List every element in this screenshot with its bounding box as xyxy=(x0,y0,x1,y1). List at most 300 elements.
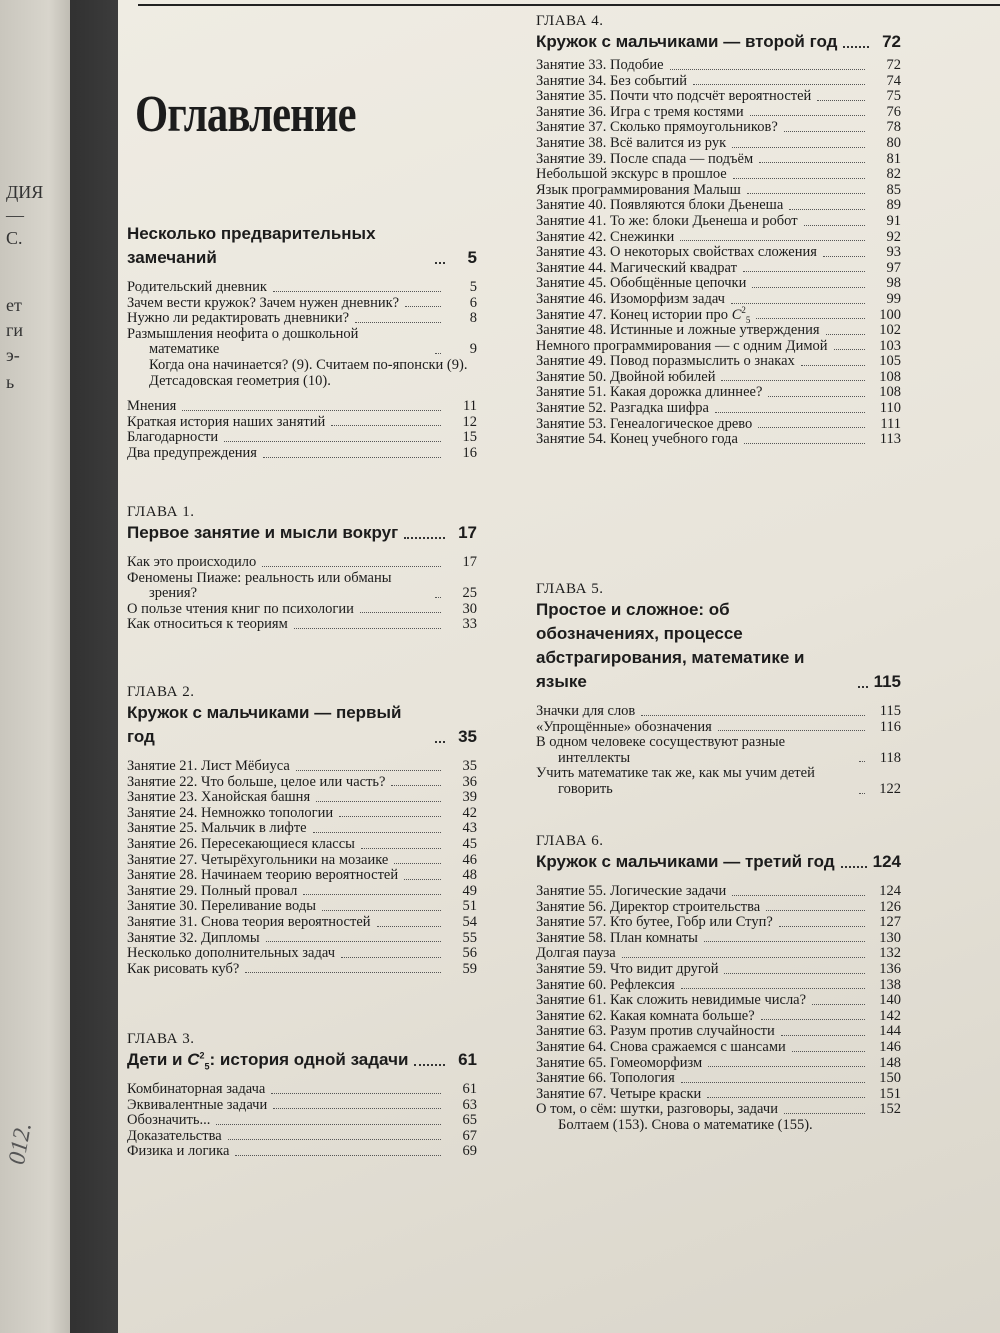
entry-text: Занятие 61. Как сложить невидимые числа? xyxy=(536,992,807,1009)
chapter-title[interactable] xyxy=(536,30,901,54)
toc-entry[interactable] xyxy=(127,311,477,327)
math-subscript: 5 xyxy=(204,1061,210,1072)
chapter-6 xyxy=(536,832,901,1134)
toc-entry[interactable] xyxy=(127,821,477,837)
toc-entry[interactable] xyxy=(536,136,901,152)
entry-text: Занятие 26. Пересекающиеся классы xyxy=(127,835,355,852)
leader-dots xyxy=(361,848,441,849)
chapter-2 xyxy=(127,683,477,977)
entry-text: Занятие 49. Повод поразмыслить о знаках xyxy=(536,353,795,370)
leader-dots xyxy=(414,1064,445,1066)
toc-entry[interactable] xyxy=(536,152,901,168)
leader-dots xyxy=(834,349,865,350)
entry-text: Занятие 45. Обобщённые цепочки xyxy=(536,275,747,292)
entry-text: Занятие 52. Разгадка шифра xyxy=(536,400,709,417)
leader-dots xyxy=(766,910,865,911)
entry-text: Занятие 53. Генеалогическое древо xyxy=(536,415,753,432)
entry-text: Зачем вести кружок? Зачем нужен дневник? xyxy=(127,294,400,311)
toc-entry[interactable] xyxy=(536,900,901,916)
toc-entry[interactable] xyxy=(536,261,901,277)
toc-entry[interactable] xyxy=(536,946,901,962)
toc-entry[interactable] xyxy=(536,401,901,417)
leader-dots xyxy=(681,988,865,989)
toc-entry[interactable] xyxy=(536,1071,901,1087)
entry-text: О пользе чтения книг по психологии xyxy=(127,600,354,617)
leader-dots xyxy=(228,1139,441,1140)
entry-text: Занятие 48. Истинные и ложные утверждения xyxy=(536,322,820,339)
entry-text: Занятие 35. Почти что подсчёт вероятностей xyxy=(536,88,812,105)
leader-dots xyxy=(747,193,865,194)
entry-text: Занятие 51. Какая дорожка длиннее? xyxy=(536,384,763,401)
entry-page: 108 xyxy=(879,368,901,385)
toc-entry[interactable] xyxy=(536,915,901,931)
leader-dots xyxy=(262,566,441,567)
toc-entry[interactable] xyxy=(127,931,477,947)
entry-page: 122 xyxy=(879,780,901,797)
toc-entry[interactable] xyxy=(536,704,901,720)
section-title-text: Несколько предварительных замечаний xyxy=(127,224,376,267)
entry-text: В одном человеке сосуществуют разные интеллекты xyxy=(536,734,786,766)
leader-dots xyxy=(756,318,865,319)
toc-entry[interactable] xyxy=(536,339,901,355)
entry-text: Занятие 62. Какая комната больше? xyxy=(536,1007,755,1024)
leader-dots xyxy=(732,895,865,896)
toc-entry[interactable] xyxy=(127,555,477,571)
leader-dots xyxy=(693,84,865,85)
entry-page: 65 xyxy=(462,1112,477,1129)
leader-dots xyxy=(859,761,865,762)
entry-text: Занятие 29. Полный провал xyxy=(127,882,298,899)
chapter-label: ГЛАВА 4. xyxy=(536,13,604,29)
entry-page: 130 xyxy=(879,929,901,946)
entry-page: 33 xyxy=(462,616,477,633)
toc-entry[interactable] xyxy=(536,323,901,339)
toc-entry[interactable] xyxy=(536,978,901,994)
entry-page: 98 xyxy=(886,275,901,292)
leader-dots xyxy=(731,303,865,304)
entry-text: «Упрощённые» обозначения xyxy=(536,718,712,735)
entry-page: 72 xyxy=(886,57,901,73)
entry-text: Занятие 59. Что видит другой xyxy=(536,960,719,977)
leader-dots xyxy=(708,1066,865,1067)
entry-page: 146 xyxy=(879,1038,901,1055)
chapter-label: ГЛАВА 2. xyxy=(127,684,195,700)
toc-entry[interactable] xyxy=(536,1040,901,1056)
toc-entry[interactable] xyxy=(127,962,477,978)
chapter-page: 17 xyxy=(458,523,477,542)
edge-fragment: С. xyxy=(6,228,23,248)
chapter-title-text: Кружок с мальчиками — второй год xyxy=(536,32,838,51)
entry-text: Занятие 56. Директор строительства xyxy=(536,898,761,915)
chapter-title-text: Кружок с мальчиками — первый год xyxy=(127,703,402,746)
toc-entry[interactable] xyxy=(127,775,477,791)
entry-list xyxy=(127,759,477,977)
entry-text: Занятие 37. Сколько прямоугольников? xyxy=(536,119,778,136)
leader-dots xyxy=(341,957,441,958)
entry-text xyxy=(536,304,751,325)
entry-page: 39 xyxy=(462,789,477,806)
entry-text: Нужно ли редактировать дневники? xyxy=(127,310,350,327)
entry-text: Занятие 63. Разум против случайности xyxy=(536,1023,775,1040)
toc-entry[interactable] xyxy=(127,868,477,884)
toc-entry[interactable] xyxy=(536,292,901,308)
toc-entry[interactable] xyxy=(536,74,901,90)
entry-page: 78 xyxy=(886,119,901,136)
entry-text: Занятие 60. Рефлексия xyxy=(536,976,675,993)
toc-entry[interactable] xyxy=(127,296,477,312)
toc-entry[interactable] xyxy=(536,354,901,370)
entry-list xyxy=(536,704,901,798)
entry-text: Занятие 28. Начинаем теорию вероятностей xyxy=(127,867,399,884)
toc-entry[interactable] xyxy=(127,790,477,806)
entry-text: Занятие 25. Мальчик в лифте xyxy=(127,820,307,837)
entry-text: Занятие 54. Конец учебного года xyxy=(536,431,738,448)
toc-entry[interactable] xyxy=(127,446,477,462)
toc-entry[interactable] xyxy=(127,837,477,853)
leader-dots xyxy=(750,115,865,116)
toc-entry[interactable] xyxy=(127,1129,477,1145)
entry-text: Занятие 27. Четырёхугольники на мозаике xyxy=(127,851,389,868)
toc-page xyxy=(118,0,1000,1333)
entry-page: 82 xyxy=(886,166,901,183)
toc-entry[interactable] xyxy=(536,385,901,401)
entry-page: 55 xyxy=(462,929,477,946)
entry-text: Комбинаторная задача xyxy=(127,1081,266,1097)
leader-dots xyxy=(715,412,865,413)
chapter-title-text: Первое занятие и мысли вокруг xyxy=(127,523,399,542)
entry-text: Родительский дневник xyxy=(127,279,267,295)
top-rule xyxy=(138,4,1000,6)
entry-page: 142 xyxy=(879,1007,901,1024)
chapter-title[interactable] xyxy=(127,521,477,545)
entry-page: 46 xyxy=(462,851,477,868)
entry-subtopics: Когда она начинается? (9). Считаем по-японски (9). Детсадовская геометрия (10). xyxy=(149,356,468,389)
entry-text: Как относиться к теориям xyxy=(127,616,288,633)
toc-entry[interactable] xyxy=(127,899,477,915)
leader-dots xyxy=(733,178,865,179)
leader-dots xyxy=(744,443,865,444)
leader-dots xyxy=(784,131,865,132)
entry-page: 151 xyxy=(879,1085,901,1102)
entry-page: 5 xyxy=(469,279,477,295)
section-page: 5 xyxy=(467,248,477,267)
entry-text: Занятие 38. Всё валится из рук xyxy=(536,134,727,151)
leader-dots xyxy=(724,973,865,974)
leader-dots xyxy=(812,1004,865,1005)
entry-page: 92 xyxy=(886,228,901,245)
entry-page: 30 xyxy=(462,600,477,617)
toc-entry[interactable] xyxy=(536,432,901,448)
chapter-1 xyxy=(127,503,477,633)
toc-entry[interactable] xyxy=(536,89,901,105)
toc-entry[interactable] xyxy=(536,735,901,766)
toc-entry[interactable] xyxy=(536,766,901,797)
leader-dots xyxy=(216,1124,441,1125)
leader-dots xyxy=(779,926,865,927)
chapter-page: 124 xyxy=(872,852,901,871)
toc-entry[interactable] xyxy=(536,230,901,246)
chapter-page: 61 xyxy=(458,1050,477,1069)
entry-text: Физика и логика xyxy=(127,1143,230,1160)
chapter-title-text xyxy=(127,1048,408,1072)
leader-dots xyxy=(681,1082,865,1083)
entry-page: 36 xyxy=(462,773,477,790)
toc-entry[interactable] xyxy=(127,617,477,633)
intro-title[interactable] xyxy=(127,222,477,270)
math-superscript: 2 xyxy=(741,304,746,315)
entry-page: 67 xyxy=(462,1127,477,1144)
entry-text: Занятие 44. Магический квадрат xyxy=(536,259,737,276)
entry-page: 118 xyxy=(879,749,901,766)
entry-page: 80 xyxy=(886,134,901,151)
entry-page: 75 xyxy=(886,88,901,105)
entry-text: Учить математике так же, как мы учим детей говорить xyxy=(536,765,815,797)
entry-text: Занятие 21. Лист Мёбиуса xyxy=(127,758,290,774)
entry-page: 59 xyxy=(462,960,477,977)
entry-text: Занятие 32. Дипломы xyxy=(127,929,260,946)
entry-page: 56 xyxy=(462,945,477,962)
entry-text: Эквивалентные задачи xyxy=(127,1096,268,1113)
entry-page: 76 xyxy=(886,103,901,120)
toc-entry[interactable] xyxy=(536,58,901,74)
leader-dots xyxy=(394,863,441,864)
entry-page: 85 xyxy=(886,181,901,198)
toc-entry[interactable] xyxy=(127,280,477,296)
leader-dots xyxy=(781,1035,865,1036)
entry-page: 93 xyxy=(886,244,901,261)
toc-entry[interactable] xyxy=(127,602,477,618)
toc-entry[interactable] xyxy=(127,415,477,431)
entry-page: 126 xyxy=(879,898,901,915)
toc-entry[interactable] xyxy=(536,1102,901,1118)
toc-entry[interactable] xyxy=(536,417,901,433)
toc-entry[interactable] xyxy=(127,853,477,869)
entry-page: 16 xyxy=(462,444,477,461)
leader-dots xyxy=(859,793,865,794)
leader-dots xyxy=(404,537,445,539)
toc-entry[interactable] xyxy=(127,1113,477,1129)
entry-text: Занятие 31. Снова теория вероятностей xyxy=(127,913,371,930)
entry-page: 99 xyxy=(886,290,901,307)
leader-dots xyxy=(391,785,441,786)
entry-page: 136 xyxy=(879,960,901,977)
toc-entry[interactable] xyxy=(536,167,901,183)
entry-page: 81 xyxy=(886,150,901,167)
entry-text: Занятие 34. Без событий xyxy=(536,72,687,89)
toc-entry[interactable] xyxy=(127,946,477,962)
entry-page: 111 xyxy=(880,415,901,432)
leader-dots xyxy=(758,427,865,428)
entry-page: 100 xyxy=(879,306,901,323)
chapter-title[interactable] xyxy=(536,850,901,874)
entry-text: Занятие 64. Снова сражаемся с шансами xyxy=(536,1038,786,1055)
entry-text: Благодарности xyxy=(127,429,219,446)
entry-page: 35 xyxy=(462,758,477,774)
previous-page-edge xyxy=(0,0,70,1333)
leader-dots xyxy=(313,832,441,833)
entry-list xyxy=(536,884,901,1134)
toc-entry[interactable] xyxy=(127,884,477,900)
entry-page: 102 xyxy=(879,322,901,339)
chapter-title[interactable] xyxy=(127,701,477,749)
toc-entry[interactable] xyxy=(536,1056,901,1072)
entry-page: 124 xyxy=(879,883,901,899)
leader-dots xyxy=(759,162,865,163)
leader-dots xyxy=(294,628,441,629)
entry-text: О том, о сём: шутки, разговоры, задачи xyxy=(536,1101,778,1118)
leader-dots xyxy=(718,730,865,731)
entry-page: 108 xyxy=(879,384,901,401)
toc-entry[interactable] xyxy=(536,183,901,199)
entry-page: 144 xyxy=(879,1023,901,1040)
chapter-title-text: Простое и сложное: об обозначениях, процессе абстрагирования, математике и языке xyxy=(536,600,805,691)
chapter-label: ГЛАВА 3. xyxy=(127,1031,195,1047)
toc-entry[interactable] xyxy=(127,1082,477,1098)
toc-entry[interactable] xyxy=(536,105,901,121)
entry-page: 49 xyxy=(462,882,477,899)
toc-entry[interactable] xyxy=(536,962,901,978)
toc-entry[interactable] xyxy=(127,430,477,446)
toc-entry[interactable] xyxy=(536,120,901,136)
chapter-title[interactable] xyxy=(536,598,901,694)
entry-subtopics: Болтаем (153). Снова о математике (155). xyxy=(558,1116,813,1133)
leader-dots xyxy=(752,287,865,288)
entry-text: Обозначить... xyxy=(127,1112,211,1129)
toc-entry[interactable] xyxy=(536,276,901,292)
entry-page: 43 xyxy=(462,820,477,837)
leader-dots xyxy=(792,1051,865,1052)
leader-dots xyxy=(316,801,441,802)
math-subscript: 5 xyxy=(745,314,751,325)
leader-dots xyxy=(273,291,441,292)
leader-dots xyxy=(704,941,865,942)
entry-text: Занятие 42. Снежинки xyxy=(536,228,675,245)
toc-entry[interactable] xyxy=(536,1024,901,1040)
entry-page: 12 xyxy=(462,413,477,430)
chapter-page: 72 xyxy=(882,32,901,51)
entry-text: Мнения xyxy=(127,398,177,415)
entry-page: 61 xyxy=(462,1081,477,1097)
entry-page: 17 xyxy=(462,554,477,570)
entry-list xyxy=(127,280,477,462)
entry-text: Занятие 36. Игра с тремя костями xyxy=(536,103,744,120)
chapter-3 xyxy=(127,1030,477,1160)
entry-text: Немного программирования — с одним Димой xyxy=(536,337,828,354)
entry-page: 103 xyxy=(879,337,901,354)
chapter-page: 35 xyxy=(458,727,477,746)
toc-entry[interactable] xyxy=(536,720,901,736)
entry-text: Занятие 46. Изоморфизм задач xyxy=(536,290,725,307)
toc-entry[interactable] xyxy=(127,1098,477,1114)
leader-dots xyxy=(355,322,441,323)
entry-page: 132 xyxy=(879,945,901,962)
entry-text: Доказательства xyxy=(127,1127,222,1144)
chapter-4 xyxy=(536,12,901,448)
chapter-title-text: Кружок с мальчиками — третий год xyxy=(536,852,835,871)
entry-page: 115 xyxy=(879,703,901,719)
leader-dots xyxy=(303,894,441,895)
toc-entry[interactable] xyxy=(536,370,901,386)
leader-dots xyxy=(404,879,441,880)
entry-page: 127 xyxy=(879,914,901,931)
entry-page: 48 xyxy=(462,867,477,884)
entry-text: Занятие 57. Кто бутее, Гобр или Ступ? xyxy=(536,914,773,931)
toc-entry[interactable] xyxy=(536,931,901,947)
leader-dots xyxy=(670,69,865,70)
toc-entry[interactable] xyxy=(536,214,901,230)
toc-entry[interactable] xyxy=(536,1087,901,1103)
leader-dots xyxy=(435,353,441,354)
leader-dots xyxy=(843,46,869,48)
toc-entry[interactable] xyxy=(127,1144,477,1160)
title-part: Дети и xyxy=(127,1050,188,1069)
entry-text: Занятие 67. Четыре краски xyxy=(536,1085,702,1102)
toc-entry[interactable] xyxy=(127,806,477,822)
leader-dots xyxy=(721,380,865,381)
leader-dots xyxy=(296,770,441,771)
toc-entry[interactable] xyxy=(536,1009,901,1025)
leader-dots xyxy=(817,100,865,101)
leader-dots xyxy=(435,597,441,598)
entry-text: Занятие 33. Подобие xyxy=(536,57,664,73)
toc-entry[interactable] xyxy=(127,759,477,775)
entry-page: 6 xyxy=(469,294,477,311)
toc-entry[interactable] xyxy=(536,198,901,214)
math-symbol: C xyxy=(731,306,742,323)
leader-dots xyxy=(263,457,441,458)
leader-dots xyxy=(235,1155,441,1156)
entry-page: 91 xyxy=(886,212,901,229)
leader-dots xyxy=(245,972,441,973)
entry-text: Занятие 58. План комнаты xyxy=(536,929,698,946)
entry-text: Занятие 65. Гомеоморфизм xyxy=(536,1054,703,1071)
toc-entry[interactable] xyxy=(127,399,477,415)
toc-entry[interactable] xyxy=(127,327,477,358)
chapter-label: ГЛАВА 1. xyxy=(127,504,195,520)
leader-dots xyxy=(182,410,441,411)
edge-fragment: ь xyxy=(6,372,15,392)
toc-entry[interactable] xyxy=(536,884,901,900)
leader-dots xyxy=(435,262,445,264)
leader-dots xyxy=(732,147,865,148)
leader-dots xyxy=(271,1093,441,1094)
edge-page-number: 012. xyxy=(4,1120,37,1167)
toc-entry[interactable] xyxy=(127,571,477,602)
leader-dots xyxy=(743,271,865,272)
entry-text: Занятие 40. Появляются блоки Дьенеша xyxy=(536,197,784,214)
math-superscript: 2 xyxy=(199,1050,205,1061)
edge-fragment: — xyxy=(6,205,24,225)
entry-page: 116 xyxy=(879,718,901,735)
toc-entry[interactable] xyxy=(536,993,901,1009)
toc-entry[interactable] xyxy=(536,304,901,325)
entry-page: 11 xyxy=(463,398,477,415)
intro-section xyxy=(127,222,477,462)
leader-dots xyxy=(707,1097,865,1098)
entry-page: 69 xyxy=(462,1143,477,1160)
leader-dots xyxy=(377,926,441,927)
toc-entry[interactable] xyxy=(536,245,901,261)
leader-dots xyxy=(622,957,865,958)
chapter-title[interactable] xyxy=(127,1048,477,1072)
leader-dots xyxy=(680,240,865,241)
entry-list xyxy=(127,1082,477,1160)
toc-entry[interactable] xyxy=(127,915,477,931)
entry-page: 110 xyxy=(879,400,901,417)
entry-text: Как рисовать куб? xyxy=(127,960,240,977)
entry-list xyxy=(127,555,477,633)
entry-page: 8 xyxy=(469,310,477,327)
